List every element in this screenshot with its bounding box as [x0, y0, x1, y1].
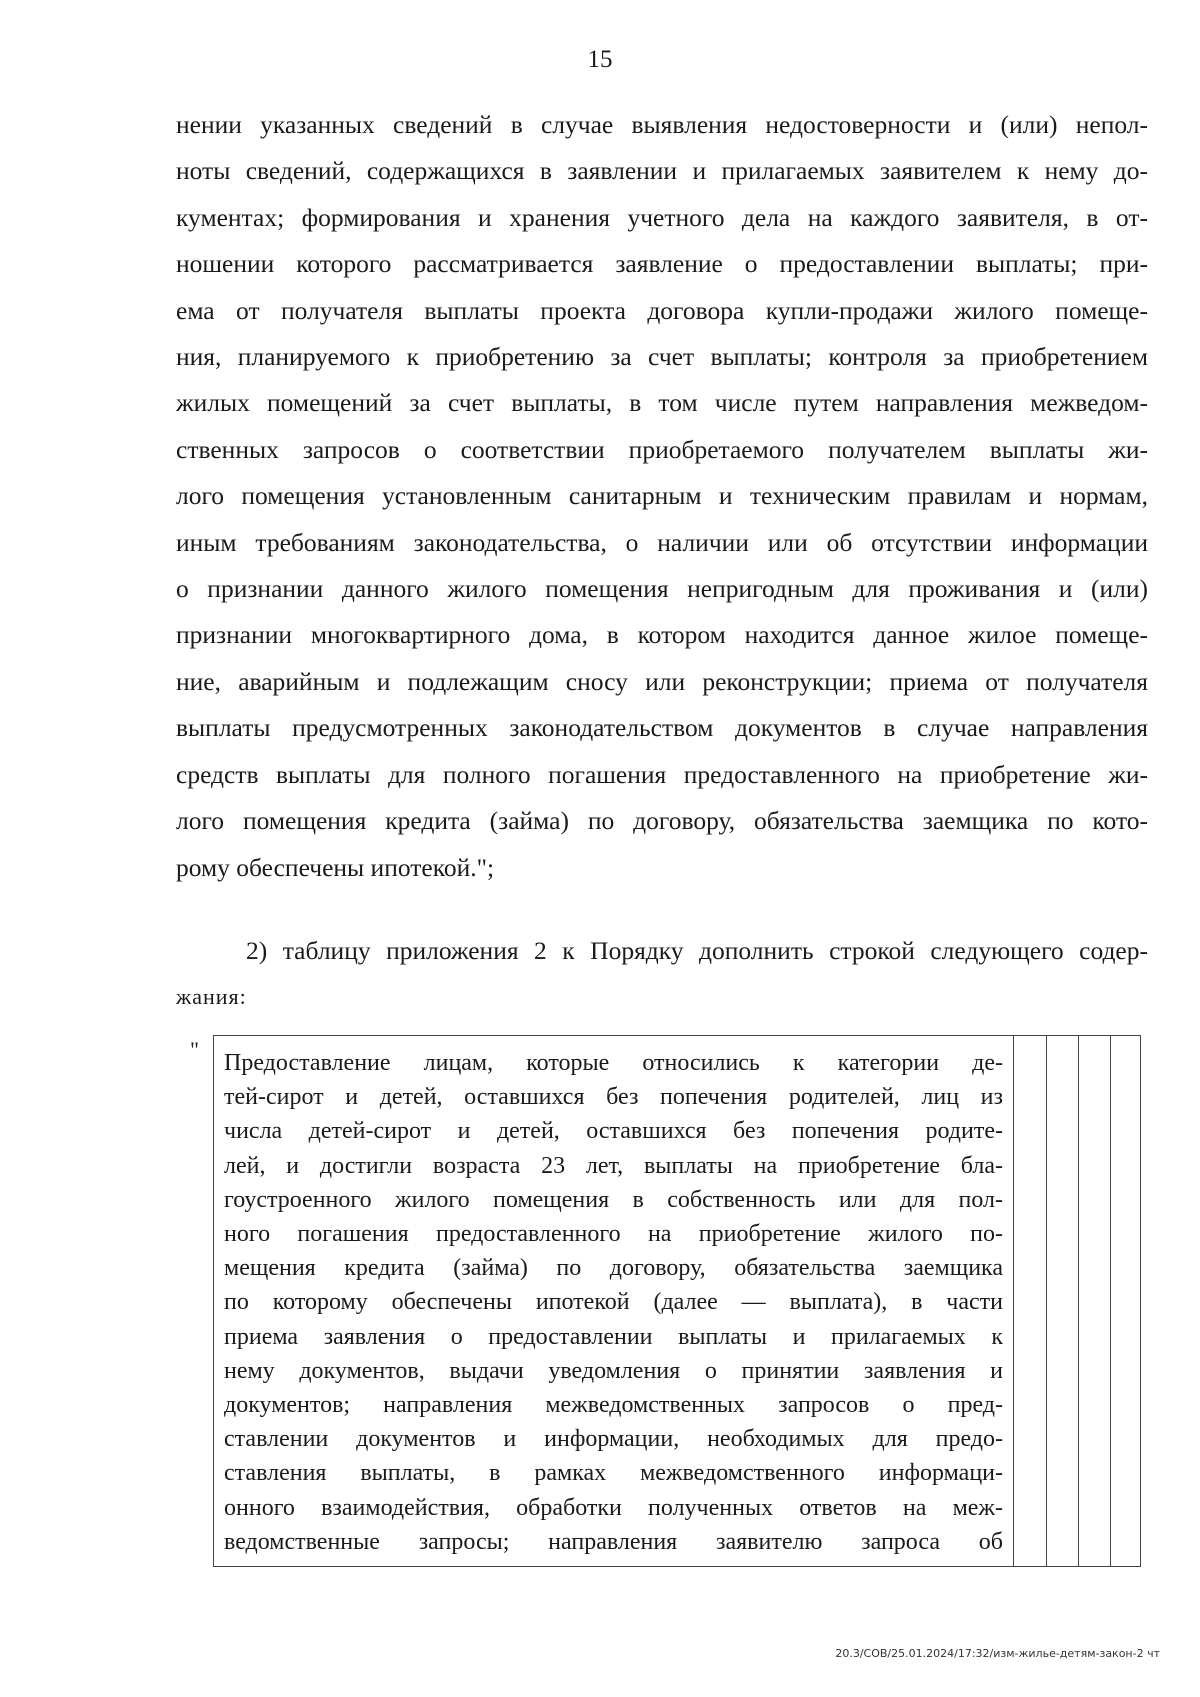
body-paragraph [176, 102, 1148, 891]
text-line: кументах; формирования и хранения учетного дела на каждого заявителя, в от- [176, 202, 1148, 232]
text-line: лого помещения установленным санитарным и техническим правилам и нормам, [176, 481, 1148, 511]
text-line: выплаты предусмотренных законодательством документов в случае направления [176, 713, 1148, 743]
table-cell-text [224, 1046, 1003, 1559]
table-text-line: онного взаимодействия, обработки полученных ответов на меж- [224, 1494, 1003, 1521]
amendment-paragraph [176, 928, 1148, 1021]
appendix-table [213, 1035, 1141, 1567]
table-text-line: приема заявления о предоставлении выплаты и прилагаемых к [224, 1323, 1003, 1350]
text-line: ственных запросов о соответствии приобретаемого получателем выплаты жи- [176, 434, 1148, 464]
text-line: ния, планируемого к приобретению за счет выплаты; контроля за приобретением [176, 342, 1148, 372]
table-text-line: гоустроенного жилого помещения в собственность или для пол- [224, 1186, 1003, 1213]
text-line: ноты сведений, содержащихся в заявлении и прилагаемых заявителем к нему до- [176, 156, 1148, 186]
table-text-line: мещения кредита (займа) по договору, обязательства заемщика [224, 1255, 1003, 1282]
text-line: лого помещения кредита (займа) по договору, обязательства заемщика по кото- [176, 806, 1148, 836]
table-text-line: тей-сирот и детей, оставшихся без попечения родителей, лиц из [224, 1084, 1003, 1111]
table-text-line: числа детей-сирот и детей, оставшихся без попечения родите- [224, 1118, 1003, 1145]
text-line: рому обеспечены ипотекой."; [176, 852, 495, 882]
text-line: иным требованиям законодательства, о наличии или об отсутствии информации [176, 527, 1148, 557]
text-line: ношении которого рассматривается заявление о предоставлении выплаты; при- [176, 249, 1148, 279]
text-line: о признании данного жилого помещения непригодным для проживания и (или) [176, 574, 1148, 604]
table-text-line: нему документов, выдачи уведомления о принятии заявления и [224, 1357, 1003, 1384]
table-column-divider [1110, 1036, 1111, 1566]
text-line: ема от получателя выплаты проекта договора купли-продажи жилого помеще- [176, 295, 1148, 325]
document-footer-code: 20.3/СОВ/25.01.2024/17:32/изм-жилье-детям-закон-2 чт [835, 1647, 1160, 1660]
text-line: нении указанных сведений в случае выявления недостоверности и (или) непол- [176, 110, 1148, 139]
table-text-line: ставления выплаты, в рамках межведомственного информаци- [224, 1460, 1003, 1487]
text-line: жания: [176, 984, 247, 1010]
page-number: 15 [587, 46, 613, 73]
table-text-line: Предоставление лицам, которые относились к категории де- [224, 1050, 1003, 1076]
table-text-line: ведомственные запросы; направления заявителю запроса об [224, 1528, 1003, 1555]
table-text-line: документов; направления межведомственных запросов о пред- [224, 1392, 1003, 1419]
table-text-line: лей, и достигли возраста 23 лет, выплаты на приобретение бла- [224, 1152, 1003, 1179]
text-line: признании многоквартирного дома, в котором находится данное жилое помеще- [176, 620, 1148, 650]
text-line: средств выплаты для полного погашения предоставленного на приобретение жи- [176, 759, 1148, 789]
open-quote-mark: " [190, 1037, 199, 1062]
table-text-line: ставлении документов и информации, необходимых для предо- [224, 1426, 1003, 1453]
table-column-divider [1046, 1036, 1047, 1566]
table-text-line: по которому обеспечены ипотекой (далее — выплата), в части [224, 1289, 1003, 1316]
table-cell-description [214, 1036, 1014, 1566]
table-text-line: ного погашения предоставленного на приобретение жилого по- [224, 1221, 1003, 1248]
text-line: 2) таблицу приложения 2 к Порядку дополнить строкой следующего содер- [246, 936, 1148, 965]
text-line: жилых помещений за счет выплаты, в том числе путем направления межведом- [176, 388, 1148, 418]
text-line: ние, аварийным и подлежащим сносу или реконструкции; приема от получателя [176, 666, 1148, 696]
table-column-divider [1078, 1036, 1079, 1566]
